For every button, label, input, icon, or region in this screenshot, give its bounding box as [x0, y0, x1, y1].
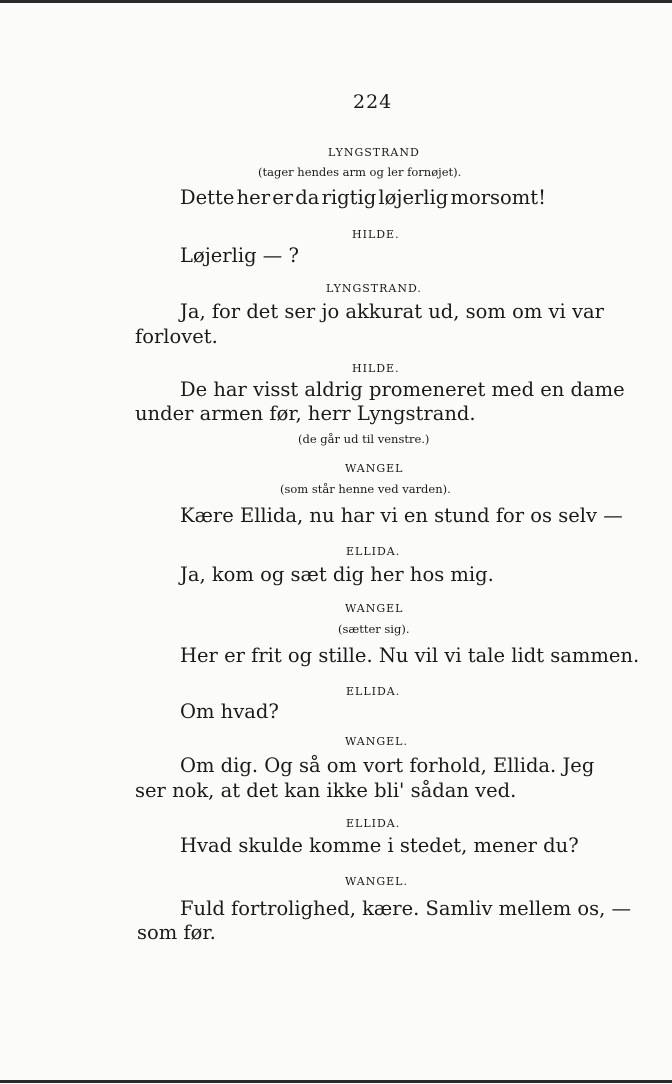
dialogue-line: ser nok, at det kan ikke bli' sådan ved. [135, 779, 517, 802]
page-bottom-edge [0, 1080, 672, 1083]
dialogue-line: Ja, for det ser jo akkurat ud, som om vi var [180, 300, 604, 323]
speaker-hilde: HILDE. [352, 228, 400, 241]
dialogue-line: Dette her er da rigtig løjerlig morsomt! [180, 186, 546, 209]
speaker-wangel: WANGEL [345, 602, 404, 615]
dialogue-line: Ja, kom og sæt dig her hos mig. [180, 563, 494, 586]
dialogue-line: Om hvad? [180, 700, 279, 723]
speaker-hilde: HILDE. [352, 362, 400, 375]
speaker-wangel: WANGEL. [345, 735, 408, 748]
speaker-wangel: WANGEL. [345, 875, 408, 888]
speaker-lyngstrand: LYNGSTRAND. [326, 282, 422, 295]
page-number: 224 [353, 91, 393, 113]
stage-direction: (sætter sig). [338, 622, 410, 636]
dialogue-line: Om dig. Og så om vort forhold, Ellida. Jeg [180, 754, 595, 777]
speaker-wangel: WANGEL [345, 462, 404, 475]
speaker-ellida: ELLIDA. [346, 685, 401, 698]
dialogue-line: Hvad skulde komme i stedet, mener du? [180, 834, 579, 857]
stage-direction: (som står henne ved varden). [280, 482, 451, 496]
stage-direction: (de går ud til venstre.) [298, 432, 430, 446]
speaker-lyngstrand: LYNGSTRAND [328, 146, 420, 159]
dialogue-line: Her er frit og stille. Nu vil vi tale lidt sammen. [180, 644, 640, 667]
page-top-edge [0, 0, 672, 3]
dialogue-line: Løjerlig — ? [180, 244, 299, 267]
speaker-ellida: ELLIDA. [346, 545, 401, 558]
dialogue-line: forlovet. [135, 325, 218, 348]
dialogue-line: Kære Ellida, nu har vi en stund for os selv — [180, 504, 623, 527]
dialogue-line: Fuld fortrolighed, kære. Samliv mellem os, — [180, 897, 632, 920]
stage-direction: (tager hendes arm og ler fornøjet). [258, 165, 462, 179]
dialogue-line: som før. [137, 921, 216, 944]
speaker-ellida: ELLIDA. [346, 817, 401, 830]
dialogue-line: De har visst aldrig promeneret med en dame [180, 378, 625, 401]
dialogue-line: under armen før, herr Lyngstrand. [135, 402, 476, 425]
